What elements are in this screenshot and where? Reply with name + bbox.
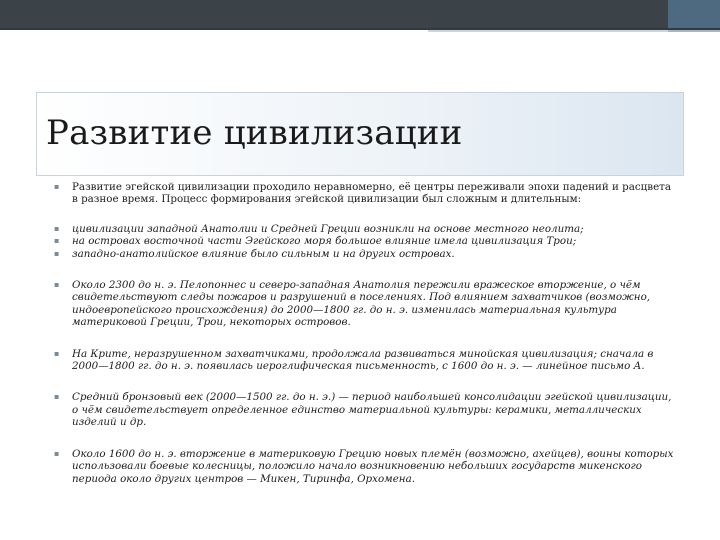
- header-rule-light: [428, 30, 668, 32]
- list-item: [50, 391, 680, 428]
- list-item: [50, 279, 680, 329]
- list-item: [50, 348, 680, 373]
- item-text: западно-анатолийское влияние было сильным и на других островах.: [72, 247, 455, 260]
- list-item: [50, 181, 680, 206]
- item-text: Средний бронзовый век (2000—1500 гг. до н. э.) — период наибольшей консолидации эгейской цивилизации, о чём свидетельствует определенное единство материальной культуры: керамики, металлических изделий и др.: [72, 391, 672, 429]
- bullet-icon: ▪: [54, 348, 60, 358]
- item-text: на островах восточной части Эгейского моря большое влияние имела цивилизация Трои;: [72, 235, 577, 248]
- bullet-icon: ▪: [54, 280, 60, 290]
- item-text: Около 1600 до н. э. вторжение в материковую Грецию новых племён (возможно, ахейцев), воины которых использовали боевые колесницы, положило начало возникновению небольших государств микенского периода около других центров — Микен, Тиринфа, Орхомена.: [72, 447, 674, 485]
- bullet-icon: ▪: [54, 248, 60, 258]
- item-text: цивилизации западной Анатолии и Средней Греции возникли на основе местного неолита;: [72, 222, 584, 235]
- title-box: [36, 92, 684, 176]
- item-text: Около 2300 до н. э. Пелопоннес и северо-западная Анатолия пережили вражеское вторжение, о чём свидетельствуют следы пожаров и разрушений в поселениях. Под влиянием захватчиков (возможно, индоевропейского происхождения) до 2000—1800 гг. до н. э. изменилась материальная культура материковой Греции, Трои, некоторых островов.: [72, 279, 651, 329]
- top-decor-bar: [0, 0, 720, 28]
- list-item: [50, 448, 680, 485]
- bullet-icon: ▪: [54, 236, 60, 246]
- header-rule-accent: [668, 30, 720, 32]
- bullet-list: [50, 181, 680, 485]
- bullet-icon: ▪: [54, 448, 60, 458]
- item-text: На Крите, неразрушенном захватчиками, продолжала развиваться минойская цивилизация; сначала в 2000—1800 гг. до н. э. появилась иероглифическая письменность, с 1600 до н. э. — линейное письмо А.: [72, 347, 654, 373]
- list-item: [50, 248, 680, 260]
- slide-title: Развитие цивилизации: [46, 113, 463, 153]
- list-item: [50, 223, 680, 235]
- item-text: Развитие эгейской цивилизации проходило неравномерно, её центры переживали эпохи падений и расцвета в разное время. Процесс формирования эгейской цивилизации был сложным и длительным:: [72, 181, 672, 206]
- list-item: [50, 235, 680, 247]
- top-accent-block: [668, 0, 720, 28]
- bullet-icon: ▪: [54, 223, 60, 233]
- bullet-icon: ▪: [54, 392, 60, 402]
- bullet-icon: ▪: [54, 182, 60, 191]
